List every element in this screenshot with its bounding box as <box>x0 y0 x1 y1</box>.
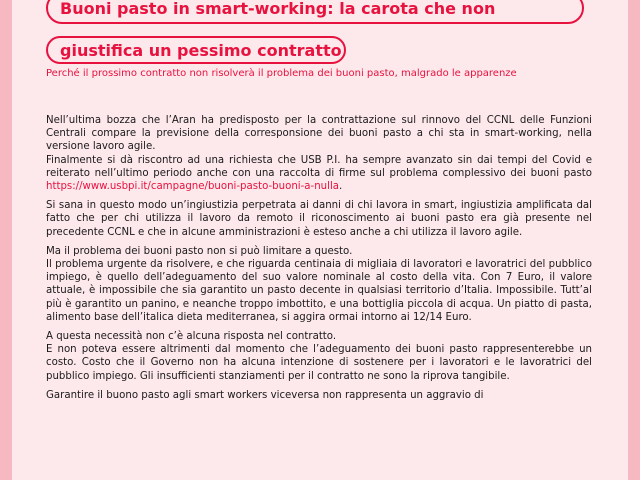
paragraph-2-text: Finalmente si dà riscontro ad una richiesta che USB P.I. ha sempre avanzato sin dai tempi del Covid e reiterato nell’ultimo periodo anche con una raccolta di firme sul problema complessivo dei buoni pasto <box>46 154 592 179</box>
paragraph-2: Finalmente si dà riscontro ad una richiesta che USB P.I. ha sempre avanzato sin dai tempi del Covid e reiterato nell’ultimo periodo anche con una raccolta di firme sul problema complessivo dei buoni pasto https://www.usbpi.it/campagne/buoni-pasto-buoni-a-nulla. <box>46 154 592 193</box>
paragraph-6: A questa necessità non c’è alcuna risposta nel contratto. <box>46 331 337 343</box>
article-body <box>46 114 592 408</box>
article-subtitle: Perché il prossimo contratto non risolverà il problema dei buoni pasto, malgrado le apparenze <box>46 68 517 79</box>
paragraph-8: Garantire il buono pasto agli smart workers viceversa non rappresenta un aggravio di <box>46 389 484 401</box>
paragraph-1: Nell’ultima bozza che l’Aran ha predisposto per la contrattazione sul rinnovo del CCNL delle Funzioni Centrali compare la previsione della corresponsione dei buoni pasto a chi sta in smart-working, nella versione lavoro agile. <box>46 115 592 153</box>
campaign-link[interactable]: https://www.usbpi.it/campagne/buoni-pasto-buoni-a-nulla <box>46 181 340 193</box>
paragraph-7: E non poteva essere altrimenti dal momento che l’adeguamento dei buoni pasto rappresenterebbe un costo. Costo che il Governo non ha alcuna intenzione di sostenere per i lavoratori e le lavoratrici del pubblico impiego. Gli insufficienti stanziamenti per il contratto ne sono la riprova tangibile. <box>46 344 592 382</box>
article-title-line-1: Buoni pasto in smart-working: la carota che non <box>46 0 584 24</box>
paragraph-5: Il problema urgente da risolvere, e che riguarda centinaia di migliaia di lavoratori e lavoratrici del pubblico impiego, è quello dell’adeguamento del suo valore nominale al costo della vita. Con 7 Euro, il valore attuale, è impossibile che sia garantito un pasto decente in qualsiasi territorio d’Italia. Impossibile. Tutt’al più è garantito un panino, e neanche troppo imbottito, e una bottiglia piccola di acqua. Un piatto di pasta, alimento base dell’italica dieta mediterranea, si aggira ormai intorno ai 12/14 Euro. <box>46 259 592 323</box>
paragraph-3: Si sana in questo modo un’ingiustizia perpetrata ai danni di chi lavora in smart, ingiustizia amplificata dal fatto che per chi utilizza il lavoro da remoto il riconoscimento ai buoni pasto era già presente nel precedente CCNL e che in alcune amministrazioni è esteso anche a chi utilizza il lavoro agile. <box>46 200 592 238</box>
article-title-line-2: giustifica un pessimo contratto <box>46 36 346 64</box>
paragraph-4: Ma il problema dei buoni pasto non si può limitare a questo. <box>46 245 353 257</box>
